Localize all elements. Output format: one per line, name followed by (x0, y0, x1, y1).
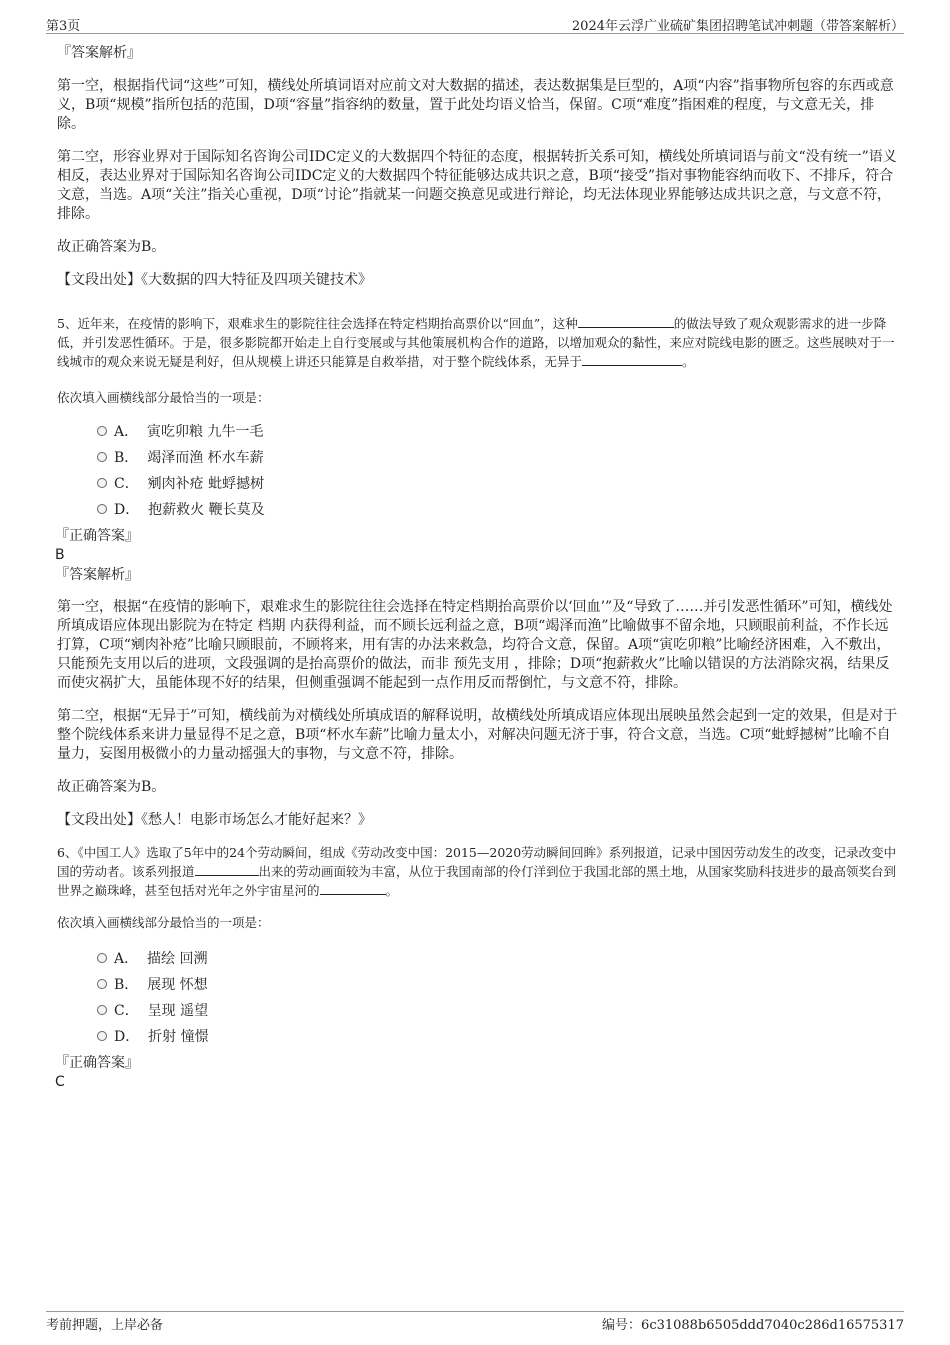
radio-icon[interactable] (97, 504, 107, 514)
option-letter: A． (114, 424, 139, 440)
option-letter: D． (114, 502, 140, 518)
q4-conclusion: 故正确答案为B。 (57, 239, 166, 255)
q6-blank-2 (320, 882, 386, 895)
radio-icon[interactable] (97, 426, 107, 436)
q6-option-b[interactable] (57, 972, 900, 998)
q5-stem-part-3: 。 (682, 354, 695, 369)
option-text: 剜肉补疮 蚍蜉撼树 (147, 476, 265, 492)
q5-blank-1 (578, 315, 674, 328)
q5-analysis-p1: 第一空，根据“在疫情的影响下，艰难求生的影院往往会选择在特定档期抬高票价以‘回血’”及“导致了……并引发恶性循环”可知，横线处所填成语应体现出影院为在特定 档期 内获得利益，而不顾长远利益之意，B项“竭泽而渔”比喻做事不留余地，只顾眼前利益，不作长远打算，C项“剜肉补疮”比喻只顾眼前，不顾将来，用有害的办法来救急，均符合文意，保留。A项“寅吃卯粮”比喻经济困难，入不敷出，只能预先支用以后的进项，文段强调的是抬高票价的做法，而非 预先支用 ，排除；D项“抱薪救火”比喻以错误的方法消除灾祸，结果反而使灾祸扩大，虽能体现不好的结果，但侧重强调不能起到一点作用反而帮倒忙，与文意不符，排除。 (57, 599, 893, 691)
option-text: 描绘 回溯 (147, 951, 208, 967)
q6-stem (57, 843, 900, 900)
header-divider (46, 33, 904, 34)
q5-option-a[interactable] (57, 419, 900, 445)
q5-source: 【文段出处】《愁人！电影市场怎么才能好起来？》 (57, 812, 372, 828)
radio-icon[interactable] (97, 979, 107, 989)
radio-icon[interactable] (97, 1005, 107, 1015)
q6-stem-part-2: 出来的劳动画面较为丰富，从位于我国南部的伶仃洋到位于我国北部的黑土地，从国家奖励科技进步的最高领奖台到世界之巅珠峰，甚至包括对光年之外宇宙星河的 (57, 864, 897, 898)
option-letter: B． (114, 450, 139, 466)
option-letter: A． (114, 951, 139, 967)
q6-blank-1 (195, 863, 259, 876)
option-text: 竭泽而渔 杯水车薪 (147, 450, 264, 466)
q6-stem-part-3: 。 (385, 883, 399, 898)
radio-icon[interactable] (97, 953, 107, 963)
radio-icon[interactable] (97, 452, 107, 462)
q5-options (57, 419, 900, 523)
option-text: 呈现 遥望 (147, 1003, 209, 1019)
q5-stem (57, 314, 900, 371)
option-text: 抱薪救火 鞭长莫及 (148, 502, 265, 518)
q6-option-a[interactable] (57, 946, 900, 972)
option-letter: C． (114, 1003, 139, 1019)
q6-options (57, 946, 900, 1050)
q5-option-b[interactable] (57, 445, 900, 471)
q5-stem-part-1: 5、近年来，在疫情的影响下，艰难求生的影院往往会选择在特定档期抬高票价以“回血”，这种 (57, 316, 578, 331)
page-header (46, 15, 904, 33)
option-letter: D． (114, 1029, 140, 1045)
page-number: 第3页 (46, 19, 81, 34)
q5-answer: B (55, 547, 65, 563)
q6-answer-label: 『正确答案』 (55, 1055, 139, 1071)
footer-divider (46, 1311, 904, 1312)
q5-analysis-label: 『答案解析』 (55, 567, 139, 583)
document-serial: 编号：6c31088b6505ddd7040c286d16575317 (602, 1318, 904, 1333)
page-content (57, 44, 900, 1092)
q4-analysis-p1: 第一空，根据指代词“这些”可知，横线处所填词语对应前文对大数据的描述，表达数据集是巨型的，A项“内容”指事物所包容的东西或意义，B项“规模”指所包括的范围，D项“容量”指容纳的数量，置于此处均语义恰当，保留。C项“难度”指困难的程度，与文意无关，排除。 (57, 78, 894, 132)
q5-conclusion: 故正确答案为B。 (57, 779, 166, 795)
document-title: 2024年云浮广业硫矿集团招聘笔试冲刺题（带答案解析） (571, 19, 904, 34)
q5-option-d[interactable] (57, 497, 900, 523)
q5-analysis-p2: 第二空，根据“无异于”可知，横线前为对横线处所填成语的解释说明，故横线处所填成语应体现出展映虽然会起到一定的效果，但是对于整个院线体系来讲力量显得不足之意，B项“杯水车薪”比喻力量太小，对解决问题无济于事，符合文意，当选。C项“蚍蜉撼树”比喻不自量力，妄图用极微小的力量动摇强大的事物，与文意不符，排除。 (57, 708, 898, 762)
q4-analysis-label: 『答案解析』 (57, 45, 141, 61)
q5-blank-2 (582, 353, 682, 366)
option-letter: C． (114, 476, 139, 492)
q5-prompt: 依次填入画横线部分最恰当的一项是： (57, 390, 270, 405)
option-text: 展现 怀想 (147, 977, 208, 993)
q5-option-c[interactable] (57, 471, 900, 497)
q6-option-c[interactable] (57, 998, 900, 1024)
option-text: 折射 憧憬 (148, 1029, 209, 1045)
footer-slogan: 考前押题，上岸必备 (46, 1318, 164, 1333)
q6-answer: C (55, 1074, 65, 1090)
q5-stem-part-2: 的做法导致了观众观影需求的进一步降低，并引发恶性循环。于是，很多影院都开始走上自行变展或与其他策展机构合作的道路，以增加观众的黏性，来应对院线电影的匮乏。这些展映对于一线城市的观众来说无疑是利好，但从规模上讲还只能算是自救举措，对于整个院线体系，无异于 (57, 316, 895, 369)
q4-analysis-p2: 第二空，形容业界对于国际知名咨询公司IDC定义的大数据四个特征的态度，根据转折关系可知，横线处所填词语与前文“没有统一”语义相反，表达业界对于国际知名咨询公司IDC定义的大数据四个特征能够达成共识之意，B项“接受”指对事物能容纳而收下、不排斥，符合文意，当选。A项“关注”指关心重视，D项“讨论”指就某一问题交换意见或进行辩论，均无法体现业界能够达成共识之意，与文意不符，排除。 (57, 149, 897, 222)
radio-icon[interactable] (97, 478, 107, 488)
q5-answer-label: 『正确答案』 (55, 528, 139, 544)
q6-prompt: 依次填入画横线部分最恰当的一项是： (57, 915, 270, 930)
option-letter: B． (114, 977, 139, 993)
q4-source: 【文段出处】《大数据的四大特征及四项关键技术》 (57, 272, 372, 288)
option-text: 寅吃卯粮 九牛一毛 (147, 424, 264, 440)
q6-option-d[interactable] (57, 1024, 900, 1050)
radio-icon[interactable] (97, 1031, 107, 1041)
q6-stem-part-1: 6、《中国工人》选取了5年中的24个劳动瞬间，组成《劳动改变中国：2015—2020劳动瞬间回眸》系列报道，记录中国因劳动发生的改变，记录改变中国的劳动者。该系列报道 (57, 845, 897, 879)
